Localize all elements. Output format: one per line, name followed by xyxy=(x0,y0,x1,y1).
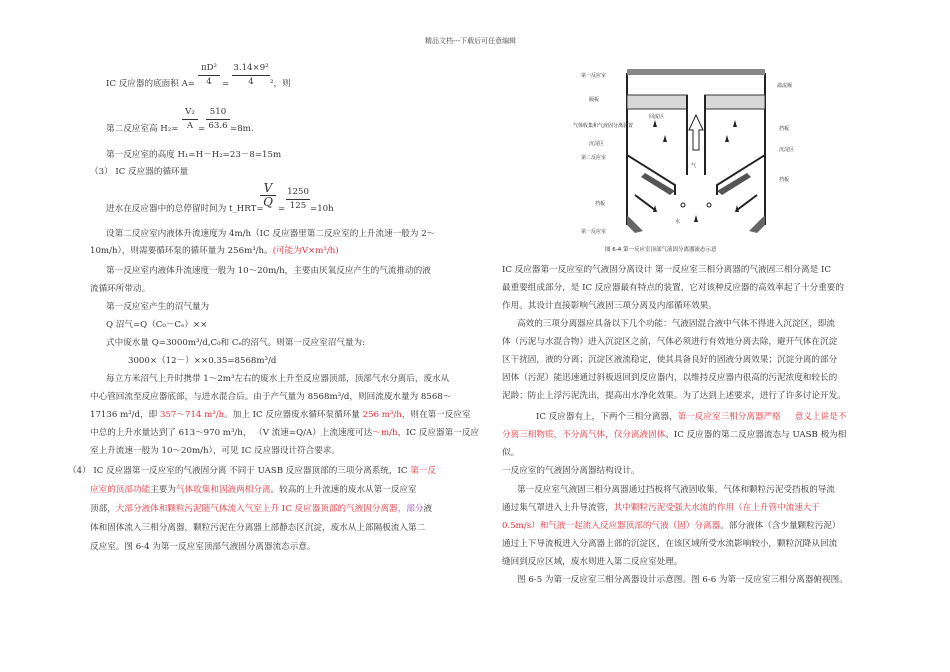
para-7-line-3: 17136 m³/d，即 357～714 m³/h。加上 IC 反应器废水循环泵循环量 256 m³/h，则在第一反应室 xyxy=(90,410,471,420)
figure-caption: 图 6-4 第一反应室顶部气液固分离器流态示意 xyxy=(605,247,717,253)
label-gas: 气 xyxy=(691,163,697,169)
para-2-line-2: 流循环所带动。 xyxy=(90,284,151,294)
section-4-line-1: （4） IC 反应器第一反应室的气液固分离 不同于 UASB 反应器顶部的三项分离系统，IC 第一反 xyxy=(68,466,436,476)
label-gas-collector: 气体收集和气液固分离装置 xyxy=(573,123,634,129)
para-7-line-1: 每立方米沼气上升时携带 1～2m³左右的废水上升至反应器顶部，顶部气水分离后，废水从 xyxy=(106,374,450,384)
label-settling-left: 沉淀区 xyxy=(589,141,605,147)
height1-line: 第一反应室的高度 H₁=H－H₂=23－8=15m xyxy=(106,150,282,160)
right-para-1-line-3: 作用。其设计直接影响气液固三项分离及内部循环效果。 xyxy=(502,301,717,311)
right-para-4-line-3: 0.5m/s）和气液一起流入反应器顶部的气液（固）分离器。部分液体（含少量颗粒污泥） xyxy=(502,521,841,531)
label-weir: 溢流堰 xyxy=(777,83,793,89)
height2-fraction-1: V₂ A xyxy=(182,107,198,132)
label-settling-right: 沉淀区 xyxy=(779,147,795,153)
top-header-bar xyxy=(627,69,765,75)
para-1-line-2: 10m/h），则需要循环泵的循环量为 256m³/h。(可能为V×m³/h) xyxy=(90,246,339,256)
label-baffle-right-1: 挡板 xyxy=(779,126,790,132)
height2-fraction-2: 510 63.6 xyxy=(206,107,230,132)
hrt-fraction-2: 1250 125 xyxy=(287,187,309,211)
hrt-label: 进水在反应器中的总停留时间为 t_HRT= xyxy=(106,204,264,214)
formula-gas: Q 沼气=Q（C₀－Cₑ）×× xyxy=(106,320,208,330)
section-4-line-4: 体和固体流入三相分离器，颗粒污泥在分离器上部静态区沉淀，废水从上部隔板流入第二 xyxy=(90,523,426,533)
right-para-5: 图 6-5 为第一反应室三相分离器设计示意图。图 6-6 为第一反应室三相分离器俯视图。 xyxy=(517,575,848,585)
section-3-heading: （3） IC 反应器的循环量 xyxy=(90,167,189,177)
section-4-line-5: 反应室。图 6-4 为第一反应室顶部气液固分离器流态示意。 xyxy=(90,542,316,552)
label-water: 水 xyxy=(675,219,681,225)
right-para-1-line-2: 最重要组成部分，是 IC 反应器最有特点的装置，它对该种反应器的高效率起了十分重要的 xyxy=(502,283,844,293)
label-baffle-right-2: 挡板 xyxy=(779,177,790,183)
label-reactor-1-bottom: 第一反应室 xyxy=(581,229,607,235)
partition-plate-left xyxy=(627,95,687,109)
right-para-4-line-4: 通过上下导流板进入分离器上部的沉淀区，在该区域所受水流影响较小，颗粒沉降从回流 xyxy=(502,539,838,549)
para-7-line-5: 室上升流速一般为 10～20m/h），可见 IC 反应器设计符合要求。 xyxy=(90,446,340,456)
partition-plate-right xyxy=(705,95,765,109)
right-para-1-line-1: IC 反应器第一反应室的气液固分离设计 第一反应室三相分离器的气液固三相分离是 IC xyxy=(502,265,831,275)
hrt-fraction-1: V Q xyxy=(260,183,276,208)
right-para-4-line-1: 第一反应室气液固三相分离器通过挡板将气液固收集，气体和颗粒污泥受挡板的导流 xyxy=(517,485,835,495)
right-para-2-line-1: 高效的三项分离器应具备以下几个功能：气液固混合液中气体不得进入沉淀区，即流 xyxy=(517,319,835,329)
label-reactor-2: 第二反应室 xyxy=(581,155,607,161)
area-label: IC 反应器的底面积 A= xyxy=(106,79,195,89)
right-para-4-line-2: 通过集气罩进入上升导流管，其中颗粒污泥受强大水流的作用（在上升管中流速大于 xyxy=(502,503,820,513)
para-1-line-1: 设第二反应室内液体升流速度为 4m/h（IC 反应器里第二反应室的上升流速一般为 2～ xyxy=(106,229,436,239)
section-4-line-2: 应室的顶部功能主要为气体收集和固液两相分离。较高的上升流速的废水从第一反应室 xyxy=(90,485,417,495)
page-header: 精品文档---下载后可任意编辑 xyxy=(425,37,517,45)
label-baffle-left: 挡板 xyxy=(595,201,606,207)
para-7-line-2: 中心管回流至反应器底部，与进水混合后。由于产气量为 8568m³/d，则回流废水量为 8568～ xyxy=(90,392,452,402)
right-para-2-line-2: 体（污泥与水混合物）进入沉淀区之前，气体必须进行有效地分离去除，避开气体在沉淀 xyxy=(502,337,838,347)
right-para-3-line-1: IC 反应器有上，下两个三相分离器，第一反应室三相分离器严格 意义上讲是不 xyxy=(536,412,847,422)
area-fraction-1: πD² 4 xyxy=(198,63,220,88)
gas-result: 3000×（12－）××0.35=8568m³/d xyxy=(128,356,277,366)
para-3: 第一反应室产生的沼气量为 xyxy=(106,302,210,312)
separator-flow-diagram xyxy=(565,55,840,255)
right-para-3-line-2: 分离三相物质，不分离气体，仅分离液固体。IC 反应器的第二反应器流态与 UASB 极为相 xyxy=(502,430,847,440)
para-2-line-1: 第一反应室内液体升流速度一般为 10～20m/h，主要由厌氧反应产生的气流推动的液 xyxy=(106,266,431,276)
height2-label: 第二反应室高 H₂= xyxy=(106,124,179,134)
section-4-line-3: 顶部，大部分液体和颗粒污泥随气体流入气室上升 IC 反应器顶部的气液固分离器，部分液 xyxy=(90,504,433,514)
para-5: 式中废水量 Q=3000m³/d,C₀和 Cₑ的沼气。则第一反应室沼气量为: xyxy=(106,338,365,348)
right-heading-structure: 一反应室的气液固分离器结构设计。 xyxy=(502,466,640,476)
area-fraction-2: 3.14×9² 4 xyxy=(233,63,269,87)
label-backflow: 回流区 xyxy=(649,114,665,120)
right-para-2-line-5: 泥龄；防止上浮污泥洗出，提高出水净化效果。为了达到上述要求，进行了许多讨论开发。 xyxy=(502,391,846,401)
right-para-4-line-5: 缝回到反应区域，废水则进入第二反应室处理。 xyxy=(502,557,683,567)
label-reactor-1-top: 第一反应室 xyxy=(581,73,607,79)
label-partition: 隔板 xyxy=(589,97,600,103)
right-para-3-line-3: 似。 xyxy=(502,448,520,458)
para-7-line-4: 中总的上升水量达到了 613～970 m³/h， （V 流速=Q/A）上流速度可达～m/h，IC 反应器第一反应 xyxy=(90,428,480,438)
right-para-2-line-3: 区干扰固，液的分离；沉淀区液流稳定，使其具备良好的固液分离效果；沉淀分离的部分 xyxy=(502,355,838,365)
right-para-2-line-4: 固体（污泥）能迅速通过斜板返回到反应器内，以维持反应器内很高的污泥浓度和较长的 xyxy=(502,373,838,383)
